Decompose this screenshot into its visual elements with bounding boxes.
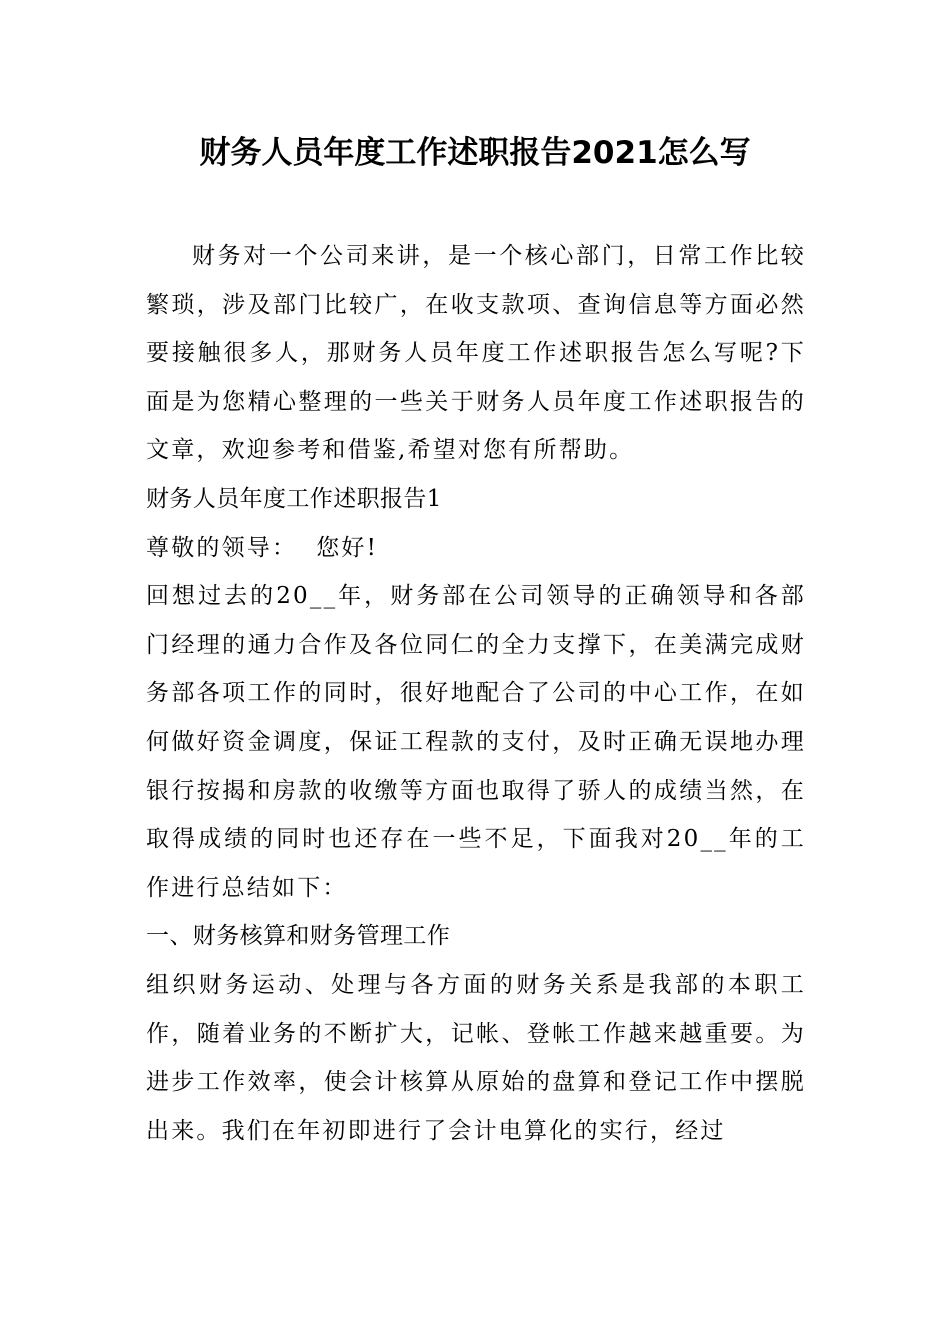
- salutation: 尊敬的领导： 您好!: [146, 534, 379, 561]
- document-body: [146, 232, 806, 1155]
- intro-paragraph: 财务对一个公司来讲，是一个核心部门，日常工作比较繁琐，涉及部门比较广，在收支款项、查询信息等方面必然要接触很多人，那财务人员年度工作述职报告怎么写呢?下面是为您精心整理的一些关于财务人员年度工作述职报告的文章，欢迎参考和借鉴,希望对您有所帮助。: [146, 243, 806, 464]
- section-heading: 一、财务核算和财务管理工作: [146, 923, 451, 950]
- report-heading: 财务人员年度工作述职报告1: [146, 485, 442, 512]
- review-paragraph: 回想过去的20__年，财务部在公司领导的正确领导和各部门经理的通力合作及各位同仁的全力支撑下，在美满完成财务部各项工作的同时，很好地配合了公司的中心工作，在如何做好资金调度，保证工程款的支付，及时正确无误地办理银行按揭和房款的收缴等方面也取得了骄人的成绩当然，在取得成绩的同时也还存在一些不足，下面我对20__年的工作进行总结如下：: [146, 583, 806, 901]
- document-title: 财务人员年度工作述职报告2021怎么写: [199, 135, 751, 171]
- section-paragraph: 组织财务运动、处理与各方面的财务关系是我部的本职工作，随着业务的不断扩大，记帐、登帐工作越来越重要。为进步工作效率，使会计核算从原始的盘算和登记工作中摆脱出来。我们在年初即进行了会计电算化的实行，经过: [146, 971, 806, 1144]
